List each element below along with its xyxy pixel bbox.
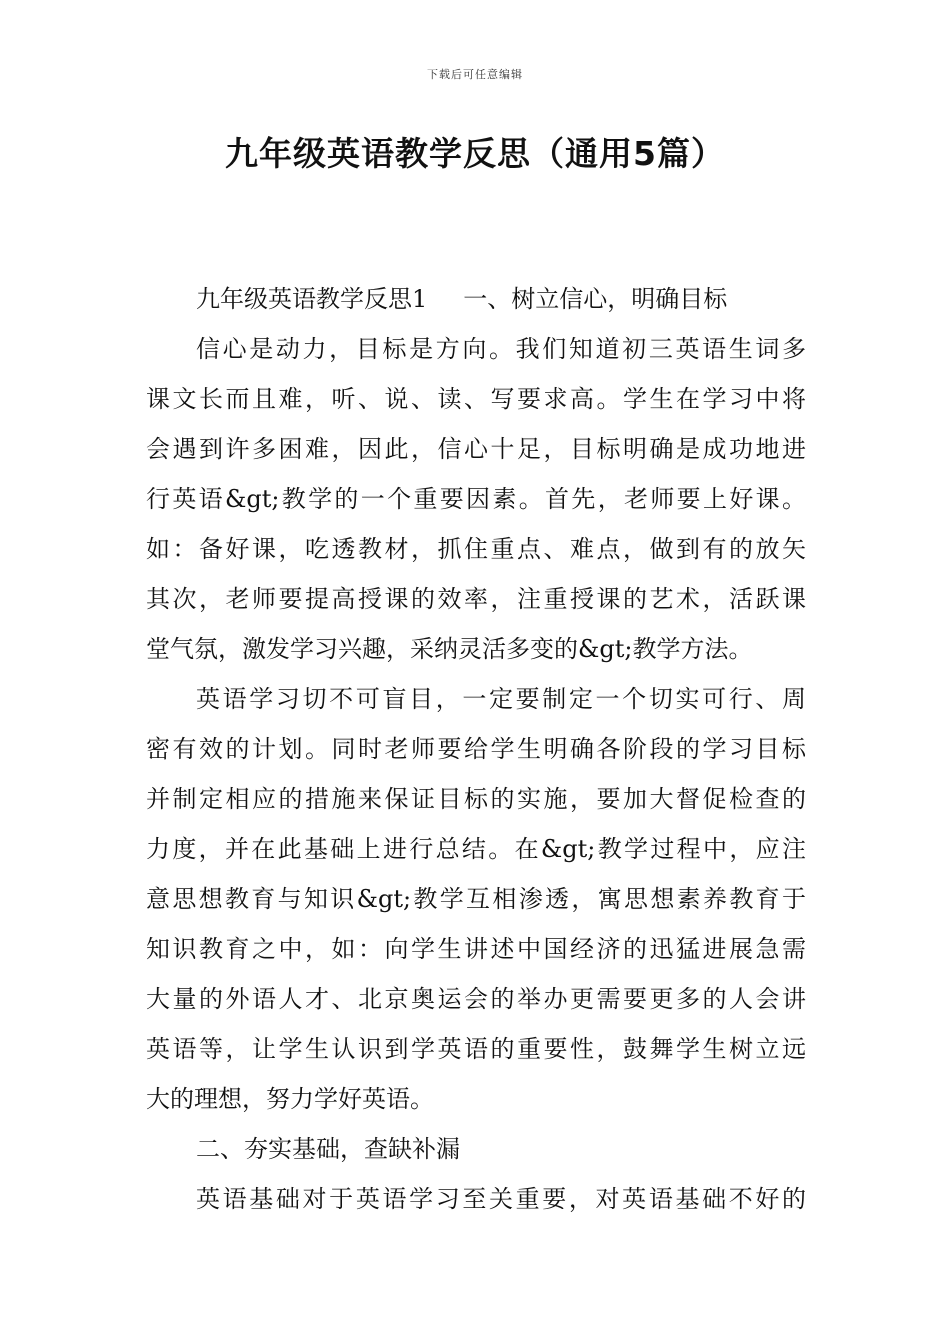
paragraph-1-line: 堂气氛，激发学习兴趣，采纳灵活多变的&gt;教学方法。 (146, 635, 753, 663)
paragraph-2-line: 大的理想，努力学好英语。 (146, 1085, 434, 1113)
paragraph-1-line: 会遇到许多困难，因此，信心十足，目标明确是成功地进 (146, 435, 806, 463)
paragraph-2-line: 英语等，让学生认识到学英语的重要性，鼓舞学生树立远 (146, 1035, 806, 1063)
paragraph-3-line: 英语基础对于英语学习至关重要，对英语基础不好的 (196, 1185, 806, 1213)
paragraph-2-line: 并制定相应的措施来保证目标的实施，要加大督促检查的 (146, 785, 806, 813)
paragraph-1-line: 其次，老师要提高授课的效率，注重授课的艺术，活跃课 (146, 585, 806, 613)
paragraph-2-line: 英语学习切不可盲目，一定要制定一个切实可行、周 (196, 685, 806, 713)
paragraph-2-line: 知识教育之中，如：向学生讲述中国经济的迅猛进展急需 (146, 935, 806, 963)
document-title: 九年级英语教学反思（通用5篇） (225, 134, 725, 173)
section-heading-2: 二、夯实基础，查缺补漏 (196, 1135, 460, 1163)
paragraph-1-line: 行英语&gt;教学的一个重要因素。首先，老师要上好课。 (146, 485, 806, 513)
paragraph-2-line: 力度，并在此基础上进行总结。在&gt;教学过程中，应注 (146, 835, 806, 863)
intro-label: 九年级英语教学反思1 (196, 285, 428, 313)
paragraph-2-line: 密有效的计划。同时老师要给学生明确各阶段的学习目标 (146, 735, 806, 763)
header-note: 下载后可任意编辑 (427, 68, 523, 81)
paragraph-2-line: 大量的外语人才、北京奥运会的举办更需要更多的人会讲 (146, 985, 806, 1013)
document-body (146, 274, 806, 1224)
paragraph-2-line: 意思想教育与知识&gt;教学互相渗透，寓思想素养教育于 (146, 885, 806, 913)
paragraph-1-line: 如：备好课，吃透教材，抓住重点、难点，做到有的放矢 (146, 535, 806, 563)
paragraph-1-line: 信心是动力，目标是方向。我们知道初三英语生词多 (196, 335, 806, 363)
paragraph-1-line: 课文长而且难，听、说、读、写要求高。学生在学习中将 (146, 385, 806, 413)
intro-line (146, 274, 806, 324)
intro-heading: 一、树立信心，明确目标 (463, 285, 728, 313)
